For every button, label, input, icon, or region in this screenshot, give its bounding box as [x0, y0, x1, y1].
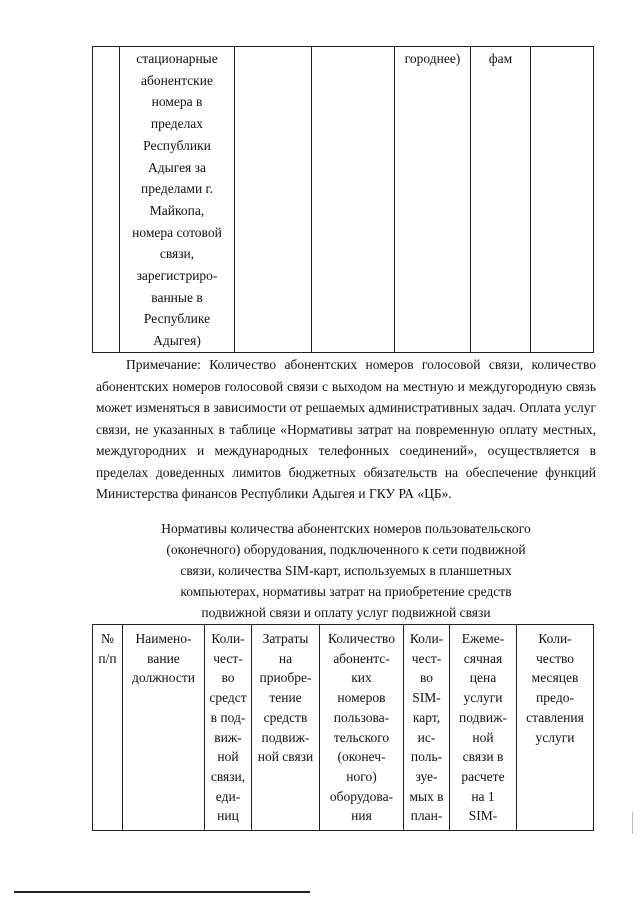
cell-line: номера сотовой: [132, 224, 222, 240]
header-line: чест-: [213, 650, 243, 666]
section-title: [96, 518, 596, 623]
header-cell: [517, 625, 594, 831]
header-line: Затраты: [262, 631, 309, 646]
cell-line: номера в: [151, 94, 203, 110]
table-cell: [471, 47, 531, 353]
footer-rule: [14, 891, 310, 893]
header-line: SIM-: [468, 808, 498, 824]
title-line: подвижной связи и оплату услуг подвижной связи: [201, 605, 491, 620]
header-line: SIM-: [412, 690, 441, 706]
header-line: Коли-: [538, 631, 572, 646]
table-cell: [235, 47, 312, 353]
cell-line: Адыгея за: [148, 159, 206, 175]
header-line: связи в: [462, 749, 504, 765]
header-line: №: [101, 631, 114, 646]
cell-text: городнее): [404, 51, 461, 66]
cell-line: Майкопа,: [149, 202, 205, 218]
cell-line: связи,: [159, 246, 195, 262]
header-line: п/п: [98, 650, 117, 666]
title-line: компьютерах, нормативы затрат на приобретение средств: [180, 584, 512, 599]
header-cell: [123, 625, 205, 831]
header-line: тение: [269, 690, 302, 706]
continuation-table: [92, 46, 594, 353]
header-line: услуги: [535, 729, 575, 745]
header-line: подвиж-: [261, 729, 310, 745]
header-line: должности: [132, 670, 195, 686]
header-line: во: [221, 670, 235, 686]
header-cell: [404, 625, 450, 831]
table-header-row: [93, 625, 594, 831]
header-line: план-: [410, 808, 443, 824]
header-line: Коли-: [211, 631, 245, 646]
cell-line: Адыгея): [153, 333, 201, 349]
header-line: на 1: [471, 788, 495, 804]
header-line: ния: [351, 808, 372, 824]
header-line: сячная: [463, 650, 503, 666]
header-cell: [450, 625, 517, 831]
note-text: Примечание: Количество абонентских номеров голосовой связи, количество абонентских номеров голосовой связи с выходом на местную и междугородную связь может изменяться в зависимости от решаемых административных задач. Оплата услуг связи, не указанных в таблице «Нормативы затрат на повременную оплату местных, междугородних и международных телефонных соединений», осуществляется в пределах доведенных лимитов бюджетных обязательств на обеспечение функций Министерства финансов Республики Адыгея и ГКУ РА «ЦБ».: [96, 357, 596, 501]
table-cell: [312, 47, 395, 353]
cell-line: ванные в: [151, 289, 203, 305]
header-line: Наимено-: [135, 631, 192, 646]
header-line: ной: [217, 749, 239, 765]
header-line: цена: [469, 670, 497, 686]
header-line: чество: [535, 650, 575, 666]
header-line: ной связи: [257, 749, 314, 765]
header-line: Количество: [328, 631, 395, 646]
scan-edge-mark: [632, 812, 633, 834]
header-line: ного): [346, 768, 377, 784]
header-line: месяцев: [531, 670, 579, 686]
header-line: во: [419, 670, 434, 686]
table-cell: [531, 47, 594, 353]
header-line: на: [278, 650, 293, 666]
cell-line: пределах: [150, 116, 204, 132]
header-line: оборудова-: [329, 788, 394, 804]
header-cell: [252, 625, 320, 831]
header-line: чест-: [411, 650, 442, 666]
header-line: ниц: [217, 808, 239, 824]
cell-line: абонентские: [141, 72, 213, 88]
header-line: вание: [147, 650, 180, 666]
header-line: предо-: [536, 690, 574, 706]
header-cell: [93, 625, 123, 831]
cell-line: зарегистриро-: [136, 268, 218, 284]
cell-line: стационарные: [136, 51, 218, 66]
cell-line: Республике: [143, 311, 211, 327]
header-line: ис-: [417, 729, 436, 745]
cell-lines: [120, 47, 234, 352]
header-cell: [205, 625, 252, 831]
cell-text: фам: [488, 51, 513, 66]
header-line: номеров: [337, 690, 386, 706]
header-line: подвиж-: [459, 709, 507, 725]
header-line: расчете: [461, 768, 505, 784]
header-line: приобре-: [259, 670, 312, 686]
header-line: еди-: [215, 788, 241, 804]
cell-line: Республики: [143, 137, 211, 153]
header-line: ной: [472, 729, 494, 745]
norms-table: [92, 624, 594, 831]
header-line: карт,: [412, 709, 441, 725]
header-line: Ежеме-: [461, 631, 505, 646]
header-line: средств: [263, 709, 308, 725]
table-cell: [93, 47, 120, 353]
header-line: тельского: [333, 729, 390, 745]
header-line: в под-: [210, 709, 246, 725]
table-row: [93, 47, 594, 353]
cell-line: пределами г.: [141, 181, 213, 197]
title-line: (оконечного) оборудования, подключенного к сети подвижной: [166, 542, 526, 557]
header-line: поль-: [410, 749, 443, 765]
title-line: Нормативы количества абонентских номеров пользовательского: [161, 521, 531, 536]
header-line: средст: [209, 690, 247, 706]
header-line: ставления: [526, 709, 584, 725]
header-line: абонентс-: [333, 650, 390, 666]
table-cell: [120, 47, 235, 353]
header-line: услуги: [463, 690, 503, 706]
header-line: зуе-: [415, 768, 438, 784]
title-line: связи, количества SIM-карт, используемых в планшетных: [180, 563, 512, 578]
header-line: ких: [351, 670, 372, 686]
header-cell: [320, 625, 404, 831]
header-line: (оконеч-: [337, 749, 386, 765]
header-line: виж-: [214, 729, 242, 745]
header-line: связи,: [210, 768, 246, 784]
header-line: пользова-: [333, 709, 390, 725]
header-line: Коли-: [409, 631, 444, 646]
note-paragraph: [96, 354, 596, 505]
table-cell: [395, 47, 471, 353]
header-line: мых в: [409, 788, 444, 804]
